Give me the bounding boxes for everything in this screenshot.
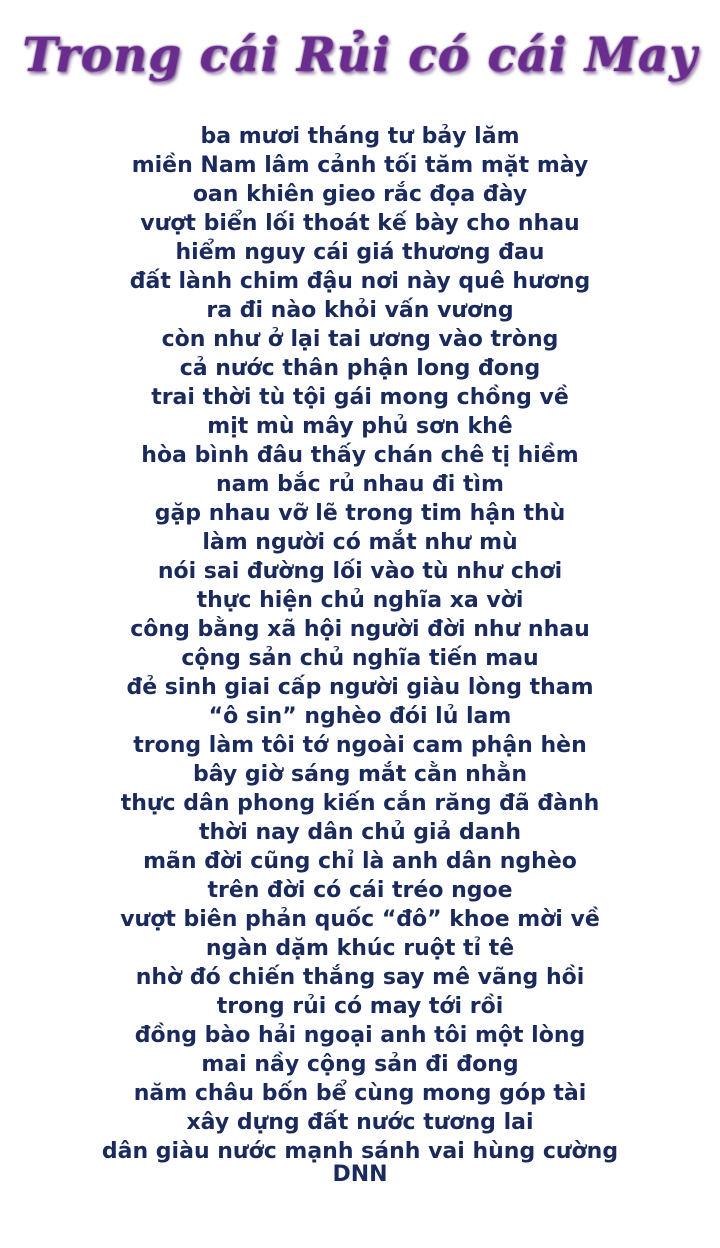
poem-line: miền Nam lâm cảnh tối tăm mặt mày [131,153,589,178]
poem-line: làm người có mắt như mù [202,530,518,555]
poem-line: năm châu bốn bể cùng mong góp tài [133,1081,587,1106]
poem-line: trong làm tôi tớ ngoài cam phận hèn [133,733,587,758]
poem-line: oan khiên gieo rắc đọa đày [192,182,528,207]
poem-line: “ô sin” nghèo đói lủ lam [208,704,512,729]
poem-line: nhờ đó chiến thắng say mê vãng hồi [135,965,585,990]
poem-line: dân giàu nước mạnh sánh vai hùng cường [101,1139,619,1164]
poem-body [0,122,720,1166]
poem-line: thực hiện chủ nghĩa xa vời [196,588,524,613]
poem-line: ba mươi tháng tư bảy lăm [200,124,520,149]
poem-line: trên đời có cái tréo ngoe [207,878,513,903]
poem-line: hòa bình đâu thấy chán chê tị hiềm [141,443,579,468]
poem-line: cả nước thân phận long đong [179,356,541,381]
poem-line: thực dân phong kiến cắn răng đã đành [120,791,600,816]
poem-line: đẻ sinh giai cấp người giàu lòng tham [126,675,594,700]
poem-line: còn như ở lại tai ương vào tròng [161,327,559,352]
poem-line: đồng bào hải ngoại anh tôi một lòng [134,1023,586,1048]
poem-line: bây giờ sáng mắt cằn nhằn [193,762,527,787]
poem-line: mịt mù mây phủ sơn khê [207,414,513,439]
poem-line: cộng sản chủ nghĩa tiến mau [181,646,539,671]
poem-title: Trong cái Rủi có cái May [22,28,698,83]
poem-line: công bằng xã hội người đời như nhau [130,617,590,642]
poem-line: vượt biên phản quốc “đô” khoe mời về [120,907,600,932]
poem-signature: DNN [332,1162,388,1187]
poem-line: trong rủi có may tới rồi [216,994,504,1019]
poem-line: mãn đời cũng chỉ là anh dân nghèo [143,849,577,874]
poem-line: ra đi nào khỏi vấn vương [206,298,514,323]
poem-line: thời nay dân chủ giả danh [199,820,521,845]
poem-line: trai thời tù tội gái mong chồng về [151,385,569,410]
poem-line: gặp nhau vỡ lẽ trong tim hận thù [154,501,566,526]
poem-line: mai nầy cộng sản đi đong [201,1052,519,1077]
poem-line: ngàn dặm khúc ruột tỉ tê [205,936,515,961]
poem-line: hiểm nguy cái giá thương đau [175,240,545,265]
poem-line: xây dựng đất nước tương lai [186,1110,534,1135]
poem-line: vượt biển lối thoát kế bày cho nhau [140,211,580,236]
poem-line: nói sai đường lối vào tù như chơi [157,559,563,584]
poem-line: nam bắc rủ nhau đi tìm [216,472,504,497]
poem-line: đất lành chim đậu nơi này quê hương [129,269,591,294]
